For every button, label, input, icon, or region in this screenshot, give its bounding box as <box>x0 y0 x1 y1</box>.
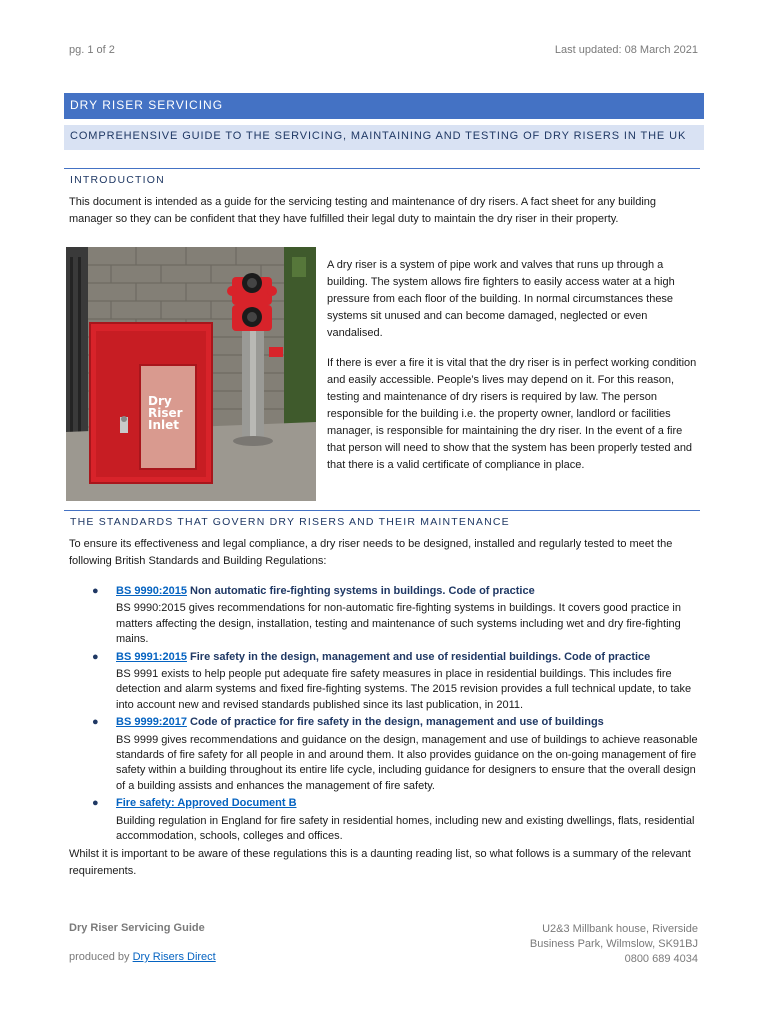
introduction-heading <box>64 168 700 186</box>
bs-9990-description: BS 9990:2015 gives recommendations for non-automatic fire-fighting systems in buildings. It covers good practice in matters affecting the design, installation, testing and maintenance of such systems including wet and dry fire-fighting mains. <box>116 602 681 646</box>
dry-risers-direct-link[interactable]: Dry Risers Direct <box>132 951 216 963</box>
bs-9991-title: Fire safety in the design, management and use of residential buildings. Code of practice <box>186 650 651 663</box>
bs-9999-link[interactable]: BS 9999:2017 <box>116 716 187 729</box>
bullet-icon: ● <box>92 797 99 810</box>
page-number: pg. 1 of 2 <box>69 44 115 56</box>
bs-9991-link[interactable]: BS 9991:2015 <box>116 650 187 663</box>
bs-9999-description: BS 9999 gives recommendations and guidance on the design, management and use of buildings to achieve reasonable standards of fire safety for all people in and around them. It also provides guidance on the on-going management of fire safety within a building throughout its entire life cycle, including guidance for designers to ensure that the overall design of a building assists and enhances the management of fire safety. <box>116 733 698 792</box>
last-updated: Last updated: 08 March 2021 <box>554 44 698 56</box>
bullet-icon: ● <box>92 716 99 729</box>
document-title-band <box>64 93 704 119</box>
footer-address-line2: Business Park, Wilmslow, SK91BJ <box>529 938 698 950</box>
bs-9990-link[interactable]: BS 9990:2015 <box>116 585 187 597</box>
standards-heading-text: THE STANDARDS THAT GOVERN DRY RISERS AND THEIR MAINTENANCE <box>70 516 510 528</box>
riser-box-label-line2: Riser <box>148 406 183 420</box>
standards-heading <box>64 510 700 528</box>
standards-list <box>92 584 704 845</box>
introduction-paragraph-1: A dry riser is a system of pipe work and valves that runs up through a building. The system allows fire fighters to easily access water at a high pressure from each floor of the building. In normal circumstances these systems sit unused and can become damaged, neglected or even vandalised. <box>327 259 675 339</box>
list-item <box>92 715 704 794</box>
introduction-lead: This document is intended as a guide for the servicing testing and maintenance of dry risers. A fact sheet for any building manager so they can be confident that they have fulfilled their legal duty to maintain the dry riser in their property. <box>69 196 657 225</box>
bs-9991-description: BS 9991 exists to help people put adequate fire safety measures in place in residential buildings. This includes fire detection and alarm systems and fixed fire-fighting systems. The 2015 revision provides a full technical update, to take into account new and revised standards published since its last publication, in 2011. <box>116 668 692 711</box>
bullet-icon: ● <box>92 650 99 663</box>
bullet-icon: ● <box>92 585 99 597</box>
document-subtitle: COMPREHENSIVE GUIDE TO THE SERVICING, MAINTAINING AND TESTING OF DRY RISERS IN THE UK <box>70 130 687 142</box>
riser-box-label-line1: Dry <box>148 394 172 408</box>
footer-address-line1: U2&3 Millbank house, Riverside <box>542 923 698 935</box>
list-item <box>92 584 704 648</box>
footer-contact <box>530 922 698 967</box>
standards-intro: To ensure its effectiveness and legal compliance, a dry riser needs to be designed, installed and regularly tested to meet the following British Standards and Building Regulations: <box>69 538 673 567</box>
introduction-heading-text: INTRODUCTION <box>70 174 165 186</box>
approved-document-b-description: Building regulation in England for fire safety in residential homes, including new and existing dwellings, flats, residential accommodation, schools, colleges and offices. <box>116 814 695 843</box>
document-title: DRY RISER SERVICING <box>70 98 224 112</box>
riser-box-label-line3: Inlet <box>148 418 179 432</box>
footer-produced-by-label: produced by <box>69 951 133 963</box>
dry-riser-illustration <box>66 247 316 501</box>
bs-9999-title: Code of practice for fire safety in the design, management and use of buildings <box>186 716 604 729</box>
introduction-paragraph-2: If there is ever a fire it is vital that the dry riser is in perfect working condition and easily accessible. People’s lives may depend on it. For this reason, testing and maintenance of dry risers is required by law. The person responsible for the building i.e. the property owner, landlord or facilities manager, is responsible for maintaining the dry riser. In the event of a fire that person will need to show that the system has been properly tested and that there is a valid certificate of compliance in place. <box>327 357 697 471</box>
list-item <box>92 650 704 714</box>
list-item <box>92 796 704 844</box>
footer-phone: 0800 689 4034 <box>624 953 698 965</box>
footer-guide-title: Dry Riser Servicing Guide <box>69 922 205 934</box>
bs-9990-title: Non automatic fire-fighting systems in buildings. Code of practice <box>186 585 535 597</box>
approved-document-b-link[interactable]: Fire safety: Approved Document B <box>116 797 297 810</box>
document-subtitle-band <box>64 125 704 150</box>
dry-riser-photo <box>66 247 316 501</box>
footer-produced-by <box>69 951 216 963</box>
standards-closing: Whilst it is important to be aware of these regulations this is a daunting reading list, so what follows is a summary of the relevant requirements. <box>69 848 691 877</box>
riser-box-label <box>148 395 196 431</box>
